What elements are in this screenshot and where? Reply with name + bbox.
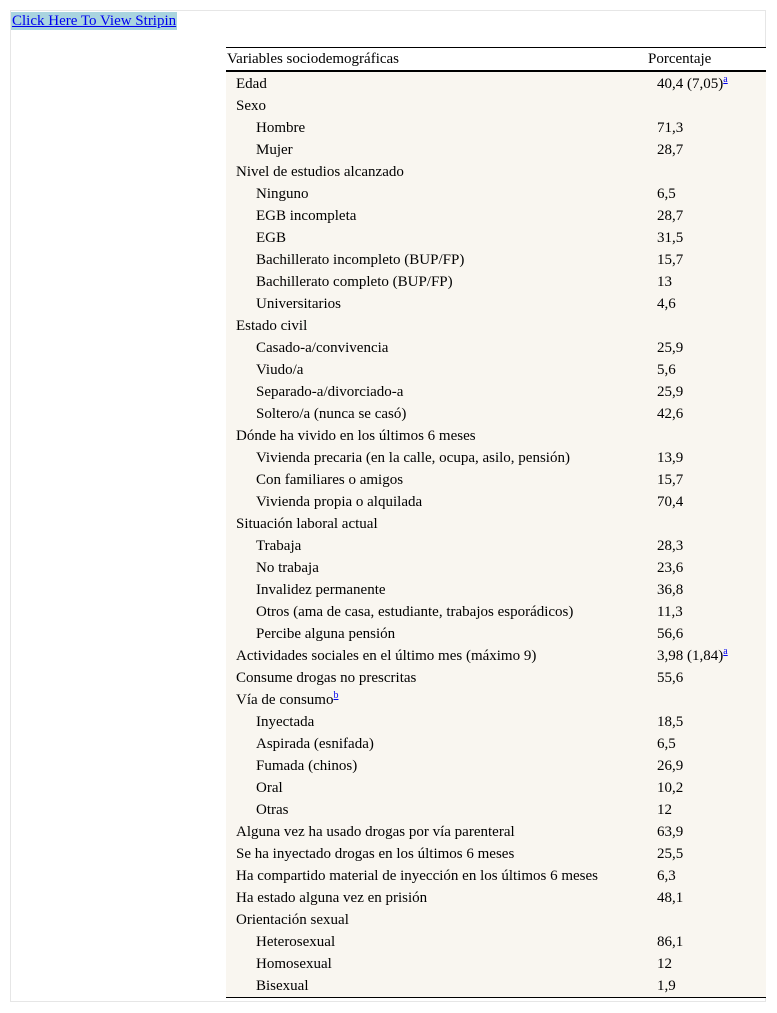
table-body [226,72,766,998]
row-label [256,359,303,381]
row-value [657,755,683,777]
row-value [657,337,683,359]
row-label [256,183,309,205]
row-label-text: Oral [256,780,283,796]
table-row [226,579,766,601]
row-label-text: Actividades sociales en el último mes (máximo 9) [236,648,537,664]
table-row [226,249,766,271]
row-label-text: Alguna vez ha usado drogas por vía parenteral [236,824,515,840]
row-label [236,513,378,535]
row-value [657,777,683,799]
row-label [256,711,314,733]
row-value [657,359,676,381]
table-row [226,755,766,777]
table-row [226,425,766,447]
row-label-text: Trabaja [256,538,302,554]
header-percentage: Porcentaje [648,51,712,67]
table-row [226,139,766,161]
row-label-text: Inyectada [256,714,315,730]
row-label [256,381,403,403]
row-value [657,953,672,975]
row-label [256,579,386,601]
row-value-text: 6,5 [657,186,676,202]
row-label [256,139,293,161]
row-value [657,381,683,403]
row-label-text: No trabaja [256,560,319,576]
table-row [226,315,766,337]
row-label [236,645,536,667]
row-label [236,161,404,183]
row-label-text: Edad [236,76,267,92]
row-value-text: 1,9 [657,978,676,994]
row-value [657,601,683,623]
row-label [256,799,289,821]
row-value [657,535,683,557]
row-label-text: Otros (ama de casa, estudiante, trabajos esporádicos) [256,604,574,620]
row-value-text: 4,6 [657,296,676,312]
row-value [657,73,728,95]
row-value-text: 71,3 [657,120,684,136]
footnote-link[interactable]: a [723,646,728,657]
row-label-text: Vía de consumo [236,692,334,708]
row-label [236,843,514,865]
row-value [657,887,683,909]
row-label-text: Soltero/a (nunca se casó) [256,406,407,422]
table-row [226,359,766,381]
table-header [226,47,766,72]
table-row [226,183,766,205]
row-label-text: Universitarios [256,296,341,312]
row-value [657,557,683,579]
row-label [256,403,406,425]
row-label [256,777,283,799]
row-label-text: Se ha inyectado drogas en los últimos 6 meses [236,846,515,862]
row-label-text: Bachillerato incompleto (BUP/FP) [256,252,465,268]
row-label-text: Vivienda precaria (en la calle, ocupa, asilo, pensión) [256,450,570,466]
table-row [226,689,766,711]
row-label [256,535,301,557]
row-label-text: Aspirada (esnifada) [256,736,374,752]
row-value-text: 56,6 [657,626,684,642]
row-value-text: 48,1 [657,890,684,906]
row-value-text: 25,5 [657,846,684,862]
table-row [226,601,766,623]
row-value [657,865,676,887]
row-value-text: 15,7 [657,472,684,488]
table-row [226,821,766,843]
row-label [256,557,319,579]
row-label-text: Sexo [236,98,266,114]
table-row [226,227,766,249]
row-label [256,469,403,491]
row-value-text: 23,6 [657,560,684,576]
row-label-text: Hombre [256,120,306,136]
row-value-text: 40,4 (7,05) [657,76,724,92]
table-row [226,711,766,733]
row-value [657,733,676,755]
table-row [226,667,766,689]
table-row [226,799,766,821]
table-row [226,557,766,579]
row-value [657,249,683,271]
row-value [657,645,728,667]
row-label-text: Invalidez permanente [256,582,386,598]
table-row [226,777,766,799]
row-label [256,227,286,249]
row-label-text: Otras [256,802,289,818]
row-label-text: Ha estado alguna vez en prisión [236,890,428,906]
table-row [226,491,766,513]
row-value-text: 15,7 [657,252,684,268]
footnote-link[interactable]: b [333,690,339,701]
row-label-text: Fumada (chinos) [256,758,358,774]
row-value-text: 13,9 [657,450,684,466]
table-row [226,865,766,887]
row-label-text: Bisexual [256,978,309,994]
row-label-text: Dónde ha vivido en los últimos 6 meses [236,428,476,444]
row-value-text: 63,9 [657,824,684,840]
row-value [657,491,683,513]
row-value [657,271,672,293]
row-label [236,95,266,117]
row-label [236,887,427,909]
row-value-text: 70,4 [657,494,684,510]
table-row [226,843,766,865]
row-value [657,667,683,689]
row-value-text: 10,2 [657,780,684,796]
table-row [226,117,766,139]
row-value-text: 86,1 [657,934,684,950]
table-row [226,161,766,183]
row-label-text: Heterosexual [256,934,336,950]
table-row [226,513,766,535]
row-label-text: Homosexual [256,956,332,972]
row-label-text: Vivienda propia o alquilada [256,494,423,510]
row-label-text: EGB [256,230,286,246]
row-label-text: EGB incompleta [256,208,357,224]
row-label [236,667,416,689]
table-row [226,73,766,95]
row-label-text: Separado-a/divorciado-a [256,384,404,400]
row-value [657,139,683,161]
row-value [657,843,683,865]
row-label [236,909,349,931]
table-row [226,953,766,975]
row-value-text: 3,98 (1,84) [657,648,724,664]
table-row [226,205,766,227]
row-value-text: 26,9 [657,758,684,774]
row-label [256,623,395,645]
row-label [236,865,598,887]
table-row [226,909,766,931]
row-value-text: 12 [657,956,672,972]
row-value [657,623,683,645]
row-value-text: 25,9 [657,340,684,356]
row-value [657,799,672,821]
row-label [256,271,453,293]
row-label [236,821,515,843]
row-label [256,293,341,315]
row-label-text: Consume drogas no prescritas [236,670,417,686]
table-row [226,887,766,909]
table-row [226,469,766,491]
row-value-text: 6,5 [657,736,676,752]
row-label [256,205,356,227]
row-label [256,249,464,271]
sociodemographic-table [226,47,766,998]
row-label [256,117,305,139]
row-label-text: Viudo/a [256,362,304,378]
row-label [256,733,374,755]
row-label [256,931,335,953]
row-value-text: 28,7 [657,208,684,224]
row-value-text: 25,9 [657,384,684,400]
row-label-text: Ha compartido material de inyección en los últimos 6 meses [236,868,598,884]
row-value-text: 5,6 [657,362,676,378]
row-label-text: Casado-a/convivencia [256,340,389,356]
row-label [236,425,476,447]
row-value [657,403,683,425]
header-variables: Variables sociodemográficas [227,51,400,67]
row-value [657,711,683,733]
table-row [226,623,766,645]
footnote-link[interactable]: a [723,74,728,85]
table-row [226,975,766,997]
row-label-text: Estado civil [236,318,308,334]
row-value-text: 28,3 [657,538,684,554]
view-stripin-link[interactable]: Click Here To View Stripin [12,13,177,29]
row-label [256,447,570,469]
table-row [226,535,766,557]
row-value [657,447,683,469]
row-label [256,975,309,997]
row-label-text: Ninguno [256,186,309,202]
table-row [226,447,766,469]
row-label-text: Con familiares o amigos [256,472,404,488]
row-label [256,601,573,623]
row-label [236,689,338,711]
row-label [236,73,267,95]
row-label-text: Percibe alguna pensión [256,626,396,642]
row-value-text: 11,3 [657,604,683,620]
row-value-text: 36,8 [657,582,684,598]
row-label-text: Bachillerato completo (BUP/FP) [256,274,453,290]
row-value [657,117,683,139]
row-value [657,205,683,227]
row-label [256,491,422,513]
row-value-text: 28,7 [657,142,684,158]
row-label [256,337,388,359]
table-row [226,381,766,403]
table-row [226,645,766,667]
row-value-text: 12 [657,802,672,818]
row-value-text: 55,6 [657,670,684,686]
row-label [256,755,357,777]
row-value [657,469,683,491]
row-value [657,821,683,843]
row-label [236,315,307,337]
row-value [657,227,683,249]
row-value-text: 31,5 [657,230,684,246]
row-value [657,183,676,205]
row-label-text: Orientación sexual [236,912,349,928]
table-row [226,403,766,425]
row-value-text: 42,6 [657,406,684,422]
row-value [657,931,683,953]
table-row [226,931,766,953]
row-value-text: 18,5 [657,714,684,730]
row-value-text: 6,3 [657,868,676,884]
row-value [657,293,676,315]
row-label-text: Mujer [256,142,293,158]
row-label-text: Situación laboral actual [236,516,378,532]
table-row [226,95,766,117]
table-row [226,337,766,359]
row-value [657,579,683,601]
table-row [226,271,766,293]
row-label [256,953,332,975]
row-value-text: 13 [657,274,672,290]
row-value [657,975,676,997]
table-row [226,733,766,755]
table-row [226,293,766,315]
row-label-text: Nivel de estudios alcanzado [236,164,404,180]
